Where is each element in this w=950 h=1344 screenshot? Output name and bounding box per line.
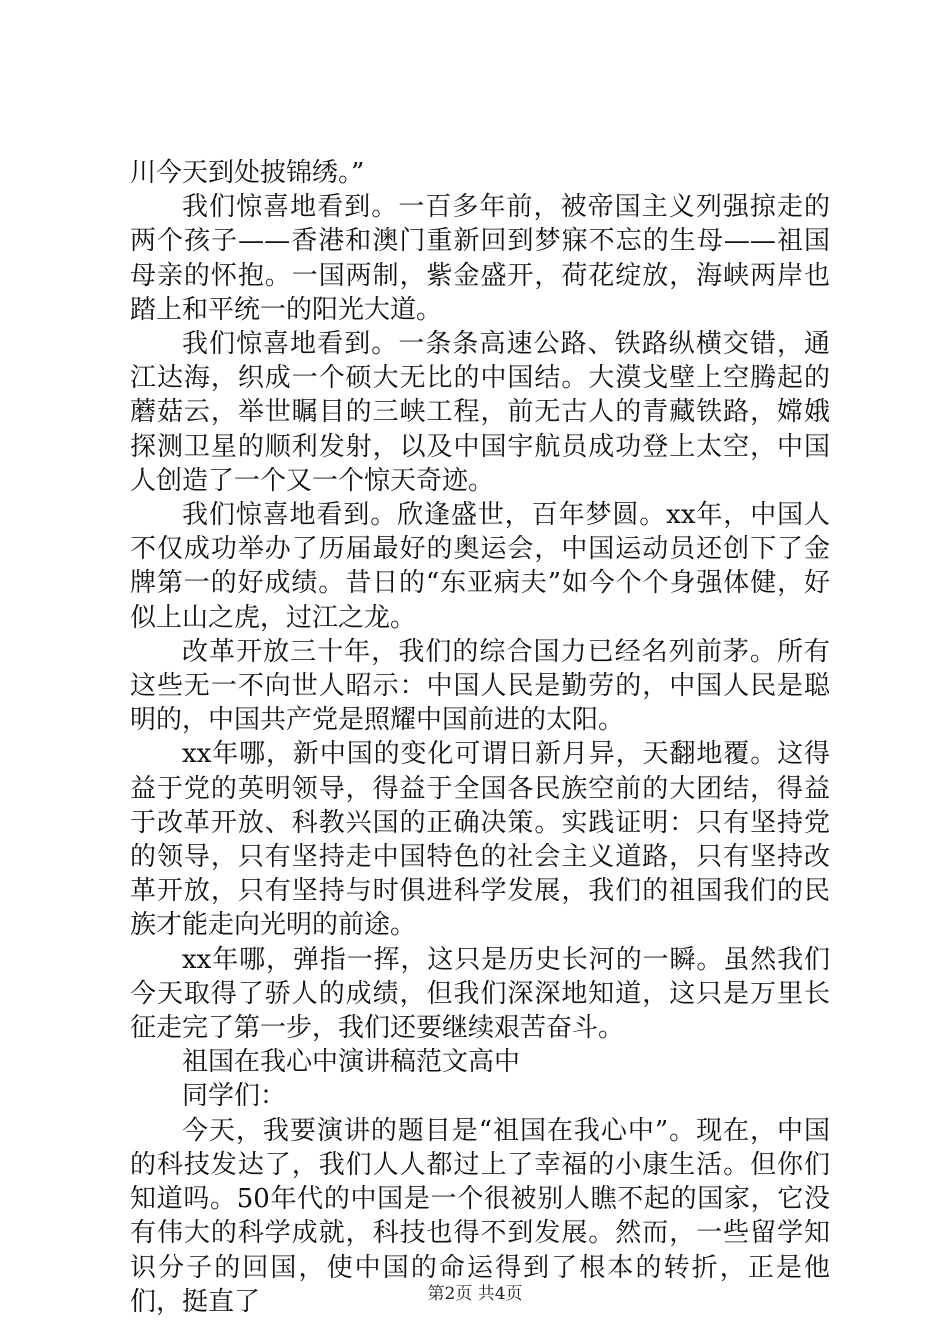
paragraph-new-china: xx年哪，新中国的变化可谓日新月异，天翻地覆。这得益于党的英明领导，得益于全国各民族空前的大团结，得益于改革开放、科教兴国的正确决策。实践证明：只有坚持党的领导，只有坚持走中国特色的社会主义道路，只有坚持改革开放，只有坚持与时俱进科学发展，我们的祖国我们的民族才能走向光明的前途。 <box>130 739 830 941</box>
paragraph-continuation: 川今天到处披锦绣。” <box>130 158 365 188</box>
document-body <box>130 156 830 1319</box>
paragraph-long-march: xx年哪，弹指一挥，这只是历史长河的一瞬。虽然我们今天取得了骄人的成绩，但我们深深地知道，这只是万里长征走完了第一步，我们还要继续艰苦奋斗。 <box>130 944 830 1044</box>
paragraph-speech-opening: 今天，我要演讲的题目是“祖国在我心中”。现在，中国的科技发达了，我们人人都过上了幸福的小康生活。但你们知道吗。50年代的中国是一个很被别人瞧不起的国家，它没有伟大的科学成就，科技也得不到发展。然而，一些留学知识分子的回国，使中国的命运得到了根本的转折，正是他们，挺直了 <box>130 1115 830 1317</box>
paragraph-hongkong-macau: 我们惊喜地看到。一百多年前，被帝国主义列强掠走的两个孩子——香港和澳门重新回到梦寐不忘的生母——祖国母亲的怀抱。一国两制，紫金盛开，荷花绽放，海峡两岸也踏上和平统一的阳光大道。 <box>130 192 830 325</box>
salutation: 同学们： <box>182 1081 287 1112</box>
page-number-footer: 第2页 共4页 <box>427 1284 523 1304</box>
paragraph-olympics: 我们惊喜地看到。欣逢盛世，百年梦圆。xx年，中国人不仅成功举办了历届最好的奥运会，中国运动员还创下了金牌第一的好成绩。昔日的“东亚病夫”如今个个身强体健，好似上山之虎，过江之龙。 <box>130 500 830 633</box>
paragraph-infrastructure: 我们惊喜地看到。一条条高速公路、铁路纵横交错，通江达海，织成一个硕大无比的中国结。大漠戈壁上空腾起的蘑菇云，举世瞩目的三峡工程，前无古人的青藏铁路，嫦娥探测卫星的顺利发射，以及中国宇航员成功登上太空，中国人创造了一个又一个惊天奇迹。 <box>130 329 830 496</box>
paragraph-reform: 改革开放三十年，我们的综合国力已经名列前茅。所有这些无一不向世人昭示：中国人民是勤劳的，中国人民是聪明的，中国共产党是照耀中国前进的太阳。 <box>130 636 830 736</box>
section-title: 祖国在我心中演讲稿范文高中 <box>182 1047 521 1078</box>
